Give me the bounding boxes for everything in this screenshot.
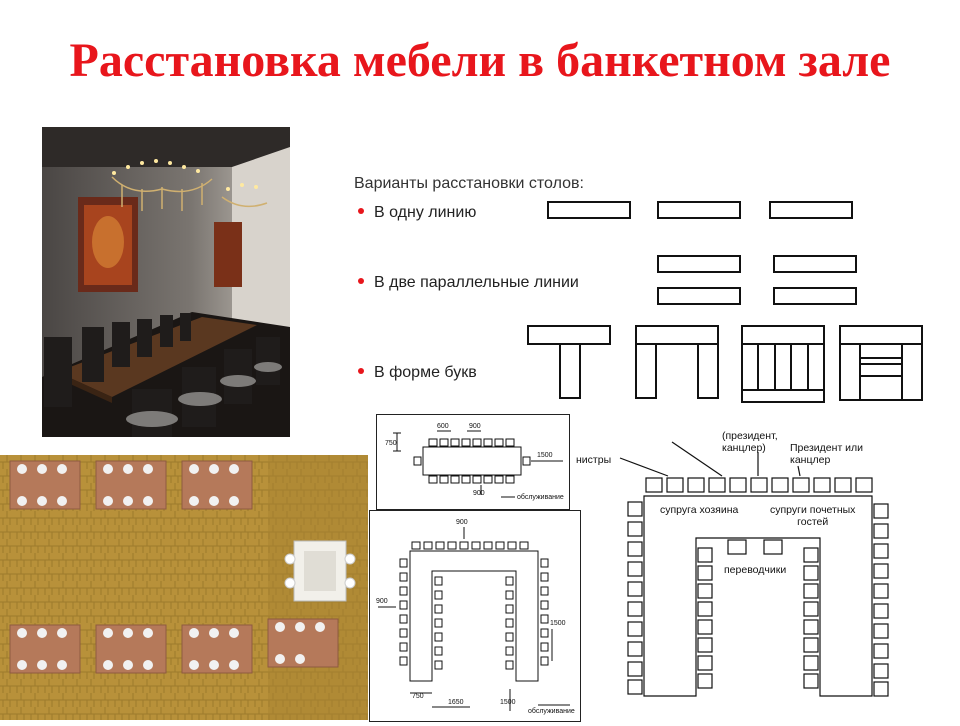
variant-letter-shapes-label: В форме букв (374, 364, 477, 381)
host-wife-label: супруга хозяина (660, 504, 739, 516)
single-line-tables (548, 202, 852, 218)
dim-label: 750 (385, 440, 397, 447)
page-title: Расстановка мебели в банкетном зале (69, 34, 891, 87)
president-or-chancellor-label: Президент или канцлер (790, 442, 864, 466)
u-shape-table-scheme (369, 510, 581, 722)
floor-plan-render (0, 455, 368, 720)
translators-label: переводчики (724, 564, 787, 576)
parallel-line-tables (658, 256, 856, 304)
dim-label: 600 (437, 423, 449, 430)
service-label: обслуживание (517, 494, 564, 501)
variant-parallel-lines-label: В две параллельные линии (374, 274, 579, 291)
tribunes-label: нистры (576, 454, 612, 466)
president-chancellor-label: (президент, канцлер) (722, 430, 778, 454)
variant-single-line-label: В одну линию (374, 204, 477, 221)
variants-heading: Варианты расстановки столов: (354, 175, 584, 192)
dim-label: 900 (376, 598, 388, 605)
dim-label: 1650 (448, 699, 464, 706)
bullet-icon (358, 368, 364, 374)
dim-label: 1500 (550, 620, 566, 627)
dim-label: 900 (469, 423, 481, 430)
protocol-seating-plan (576, 412, 960, 720)
service-label: обслуживание (528, 708, 575, 715)
dim-label: 900 (473, 490, 485, 497)
honored-guests-wives-label: супруги почетных гостей (770, 504, 856, 528)
bullet-icon (358, 208, 364, 214)
bullet-icon (358, 278, 364, 284)
banquet-hall-photo (42, 127, 290, 437)
letter-shape-tables (528, 326, 922, 402)
table-arrangement-variants (330, 158, 950, 408)
dim-label: 750 (412, 693, 424, 700)
dim-label: 1500 (537, 452, 553, 459)
single-table-scheme (376, 414, 570, 510)
dim-label: 900 (456, 519, 468, 526)
dim-label: 1500 (500, 699, 516, 706)
